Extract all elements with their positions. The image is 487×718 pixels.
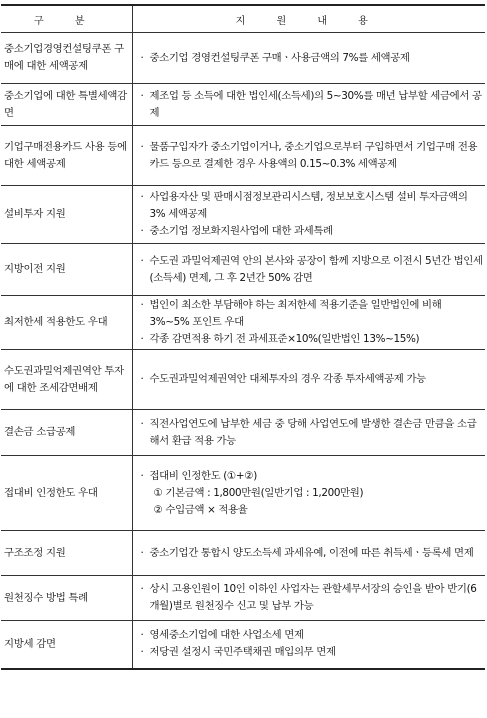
table-row bbox=[1, 456, 485, 531]
row-category: 수도권과밀억제권역안 투자에 대한 조세감면배제 bbox=[1, 350, 132, 410]
list-item: · 영세중소기업에 대한 사업소세 면제 bbox=[141, 627, 484, 644]
table-row bbox=[1, 576, 485, 621]
row-category: 최저한세 적용한도 우대 bbox=[1, 296, 132, 350]
row-content bbox=[132, 84, 485, 126]
list-item: · 저당권 설정시 국민주택채권 매입의무 면제 bbox=[141, 644, 484, 661]
table-row bbox=[1, 186, 485, 244]
list-item: · 중소기업간 통합시 양도소득세 과세유예, 이전에 따른 취득세ㆍ등록세 면제 bbox=[141, 545, 484, 562]
row-content bbox=[132, 186, 485, 244]
table-row bbox=[1, 33, 485, 84]
table-row bbox=[1, 244, 485, 296]
tax-support-table bbox=[1, 4, 485, 670]
row-category: 결손금 소급공제 bbox=[1, 410, 132, 456]
table-row bbox=[1, 531, 485, 576]
sub-item: ① 기본금액 : 1,800만원(일반기업 : 1,200만원) bbox=[153, 486, 364, 499]
row-category: 접대비 인정한도 우대 bbox=[1, 456, 132, 531]
header-category: 구 분 bbox=[1, 5, 132, 33]
row-content bbox=[132, 576, 485, 621]
row-category: 원천징수 방법 특례 bbox=[1, 576, 132, 621]
row-category: 중소기업에 대한 특별세액감면 bbox=[1, 84, 132, 126]
row-category: 설비투자 지원 bbox=[1, 186, 132, 244]
list-item: · 제조업 등 소득에 대한 법인세(소득세)의 5∼30%를 매년 납부할 세금에서 공제 bbox=[141, 88, 484, 122]
table-row bbox=[1, 410, 485, 456]
list-item: · 법인이 최소한 부담해야 하는 최저한세 적용기준을 일반법인에 비해 3%∼5% 포인트 우대 bbox=[141, 297, 484, 331]
row-content bbox=[132, 296, 485, 350]
list-item: · 물품구입자가 중소기업이거나, 중소기업으로부터 구입하면서 기업구매 전용카드 등으로 결제한 경우 사용액의 0.15∼0.3% 세액공제 bbox=[141, 139, 484, 173]
list-item: · 사업용자산 및 판매시점정보관리시스템, 정보보호시스템 설비 투자금액의 3% 세액공제 bbox=[141, 189, 484, 223]
sub-item: ② 수입금액 × 적용율 bbox=[153, 503, 248, 516]
list-item: · 각종 감면적용 하기 전 과세표준×10%(일반법인 13%∼15%) bbox=[141, 331, 484, 348]
header-content: 지 원 내 용 bbox=[132, 5, 485, 33]
list-item: · 상시 고용인원이 10인 이하인 사업자는 관할세무서장의 승인을 받아 반기(6개월)별로 원천징수 신고 및 납부 가능 bbox=[141, 581, 484, 615]
row-category: 지방이전 지원 bbox=[1, 244, 132, 296]
list-item: · 중소기업 경영컨설팅쿠폰 구매ㆍ사용금액의 7%를 세액공제 bbox=[141, 50, 484, 67]
row-content bbox=[132, 350, 485, 410]
row-content bbox=[132, 456, 485, 531]
table-row bbox=[1, 296, 485, 350]
table-row bbox=[1, 621, 485, 669]
table-row bbox=[1, 350, 485, 410]
list-item: · 수도권과밀억제권역안 대체투자의 경우 각종 투자세액공제 가능 bbox=[141, 371, 484, 388]
table-row bbox=[1, 126, 485, 186]
row-content bbox=[132, 531, 485, 576]
table-header bbox=[1, 5, 485, 33]
row-content bbox=[132, 33, 485, 84]
list-item: · 수도권 과밀억제권역 안의 본사와 공장이 함께 지방으로 이전시 5년간 법인세(소득세) 면제, 그 후 2년간 50% 감면 bbox=[141, 253, 484, 287]
list-item: · 접대비 인정한도 (①+②) bbox=[141, 468, 484, 485]
table-row bbox=[1, 84, 485, 126]
row-category: 중소기업경영컨설팅쿠폰 구매에 대한 세액공제 bbox=[1, 33, 132, 84]
row-content bbox=[132, 244, 485, 296]
row-category: 구조조정 지원 bbox=[1, 531, 132, 576]
list-item: · 중소기업 정보화지원사업에 대한 과세특례 bbox=[141, 223, 484, 240]
row-category: 지방세 감면 bbox=[1, 621, 132, 669]
row-content bbox=[132, 126, 485, 186]
row-content bbox=[132, 621, 485, 669]
row-content bbox=[132, 410, 485, 456]
list-item: · 직전사업연도에 납부한 세금 중 당해 사업연도에 발생한 결손금 만큼을 소급해서 환급 적용 가능 bbox=[141, 416, 484, 450]
row-category: 기업구매전용카드 사용 등에 대한 세액공제 bbox=[1, 126, 132, 186]
